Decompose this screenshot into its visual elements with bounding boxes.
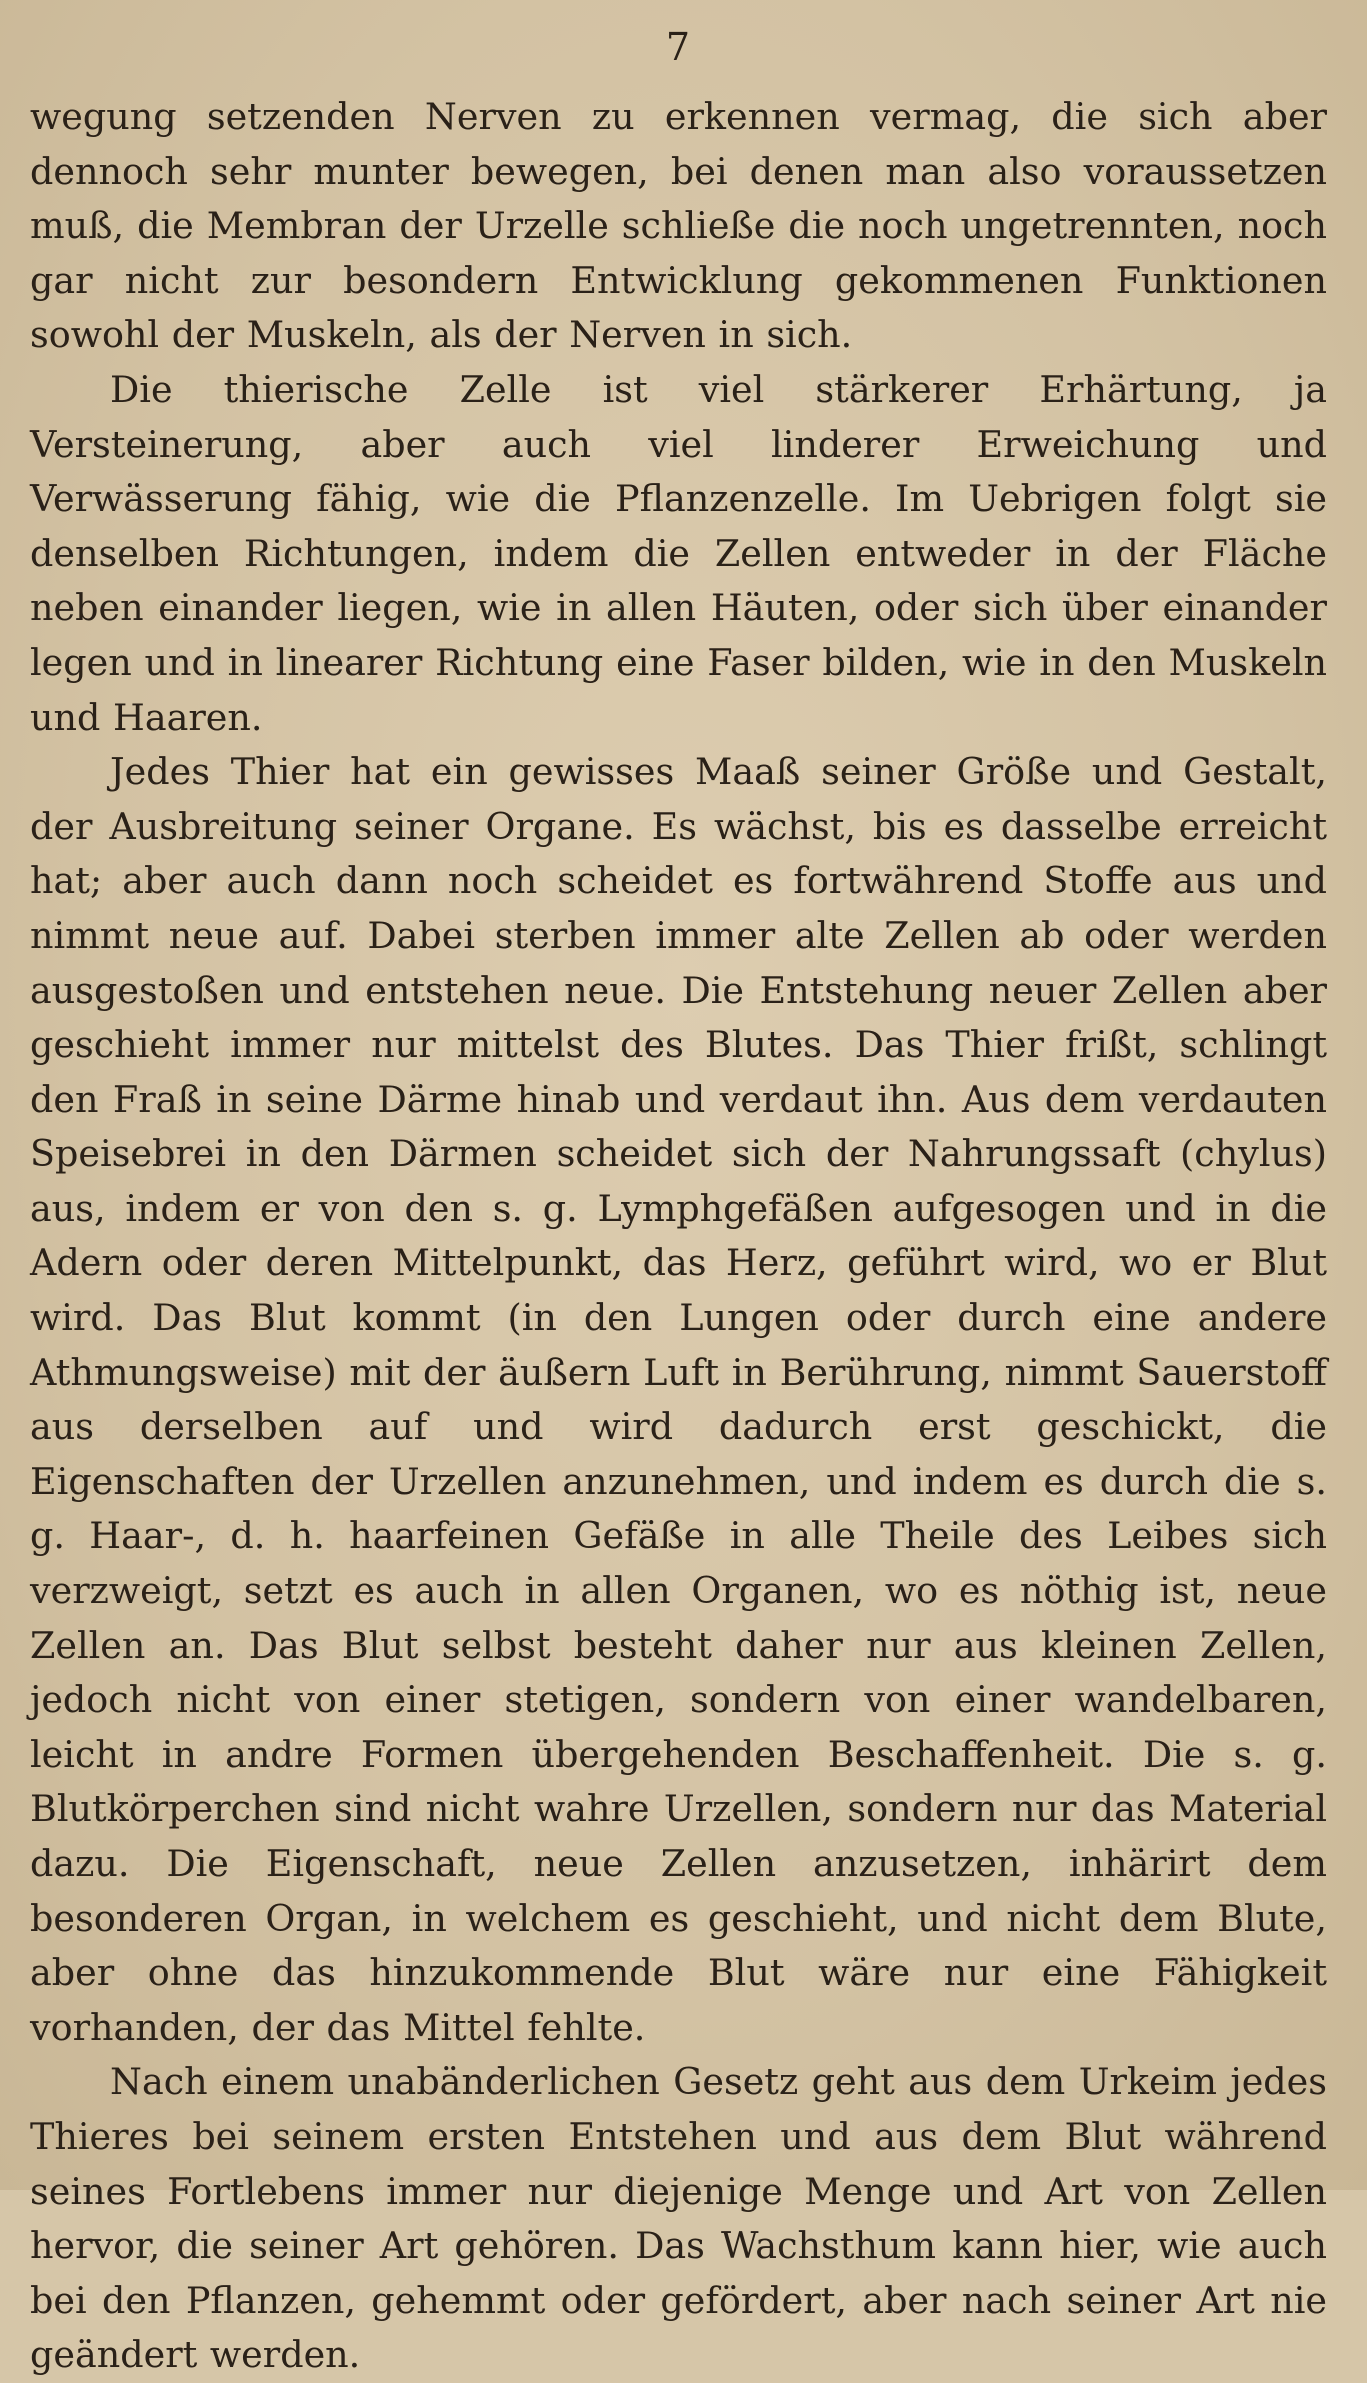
body-text (30, 90, 1327, 2383)
paragraph-animal-cell: Die thierische Zelle ist viel stärkerer Erhärtung, ja Versteinerung, aber auch viel linderer Erweichung und Verwässerung fähig, wie die Pflanzenzelle. Im Uebrigen folgt sie denselben Richtungen, indem die Zellen entweder in der Fläche neben einander liegen, wie in allen Häuten, oder sich über einander legen und in linearer Richtung eine Faser bilden, wie in den Muskeln und Haaren. (30, 367, 1327, 739)
page-number: 7 (665, 25, 692, 69)
paragraph-continued: wegung setzenden Nerven zu erkennen vermag, die sich aber dennoch sehr munter bewegen, bei denen man also voraussetzen muß, die Membran der Urzelle schließe die noch ungetrennten, noch gar nicht zur besondern Entwicklung gekommenen Funktionen sowohl der Muskeln, als der Nerven in sich. (30, 95, 1327, 357)
paragraph-law-of-growth: Nach einem unabänderlichen Gesetz geht aus dem Urkeim jedes Thieres bei seinem ersten Entstehen und aus dem Blut während seines Fortlebens immer nur diejenige Menge und Art von Zellen hervor, die seiner Art gehören. Das Wachsthum kann hier, wie auch bei den Pflanzen, gehemmt oder gefördert, aber nach seiner Art nie geändert werden. (30, 2060, 1327, 2377)
paragraph-blood-growth: Jedes Thier hat ein gewisses Maaß seiner Größe und Gestalt, der Ausbreitung seiner Organe. Es wächst, bis es dasselbe erreicht hat; aber auch dann noch scheidet es fortwährend Stoffe aus und nimmt neue auf. Dabei sterben immer alte Zellen ab oder werden ausgestoßen und entstehen neue. Die Entstehung neuer Zellen aber geschieht immer nur mittelst des Blutes. Das Thier frißt, schlingt den Fraß in seine Därme hinab und verdaut ihn. Aus dem verdauten Speisebrei in den Därmen scheidet sich der Nahrungssaft (chylus) aus, indem er von den s. g. Lymphgefäßen aufgesogen und in die Adern oder deren Mittelpunkt, das Herz, geführt wird, wo er Blut wird. Das Blut kommt (in den Lungen oder durch eine andere Athmungsweise) mit der äußern Luft in Berührung, nimmt Sauerstoff aus derselben auf und wird dadurch erst geschickt, die Eigenschaften der Urzellen anzunehmen, und indem es durch die s. g. Haar-, d. h. haarfeinen Gefäße in alle Theile des Leibes sich verzweigt, setzt es auch in allen Organen, wo es nöthig ist, neue Zellen an. Das Blut selbst besteht daher nur aus kleinen Zellen, jedoch nicht von einer stetigen, sondern von einer wandelbaren, leicht in andre Formen übergehenden Beschaffenheit. Die s. g. Blutkörperchen sind nicht wahre Urzellen, sondern nur das Material dazu. Die Eigenschaft, neue Zellen anzusetzen, inhärirt dem besonderen Organ, in welchem es geschieht, und nicht dem Blute, aber ohne das hinzukommende Blut wäre nur eine Fähigkeit vorhanden, der das Mittel fehlte. (30, 750, 1327, 2049)
